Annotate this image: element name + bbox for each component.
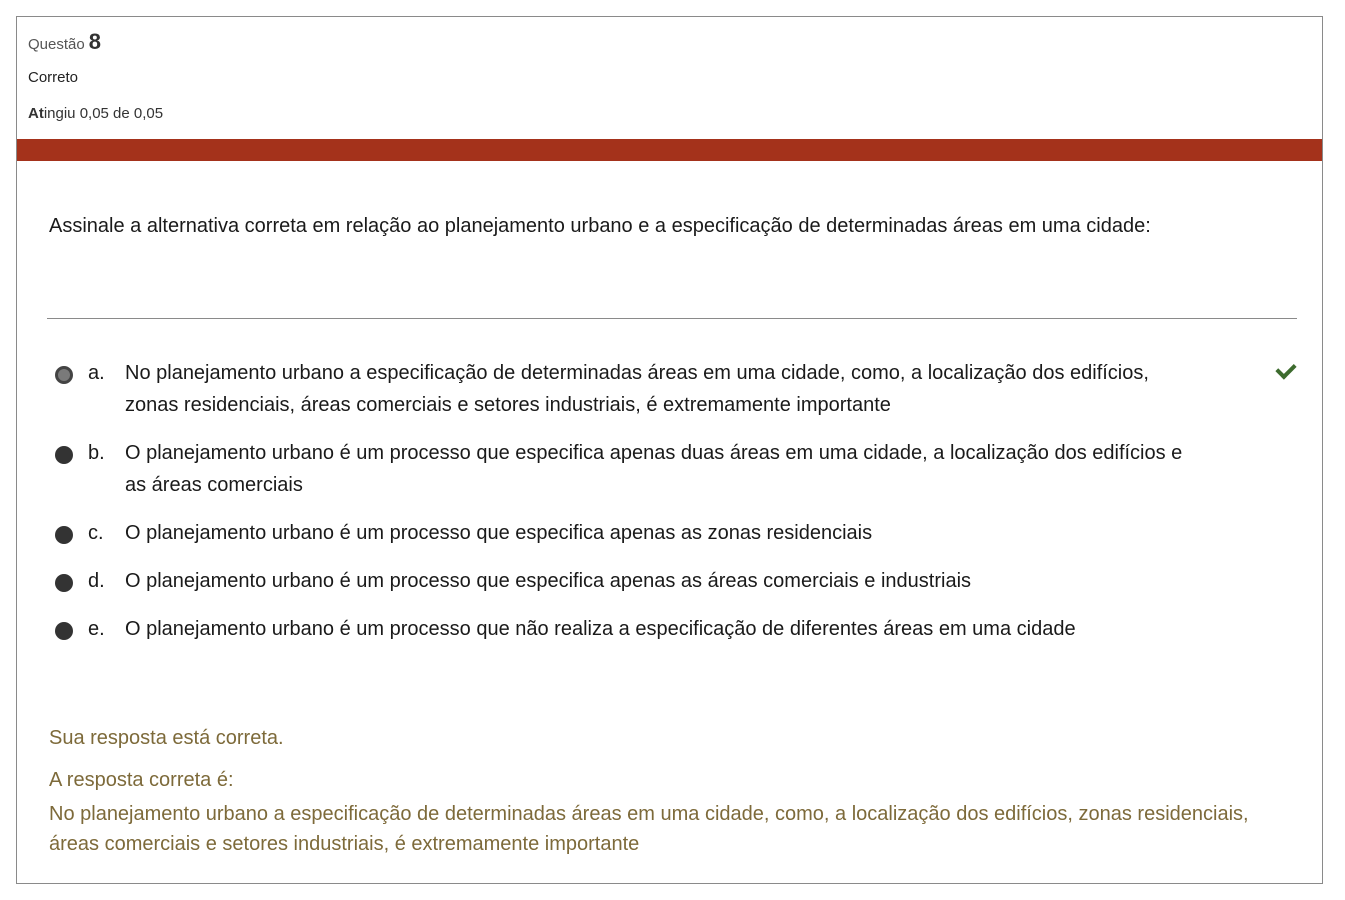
radio-option-c[interactable] — [55, 526, 73, 544]
option-text: No planejamento urbano a especificação de determinadas áreas em uma cidade, como, a localização dos edifícios, zonas residenciais, áreas comerciais e setores industriais, é extremamente importante — [125, 362, 1149, 416]
question-text: Assinale a alternativa correta em relação ao planejamento urbano e a especificação de determinadas áreas em uma cidade: — [49, 215, 1151, 237]
question-number — [28, 29, 101, 55]
option-letter: e. — [88, 618, 105, 640]
feedback-correct-answer: No planejamento urbano a especificação de determinadas áreas em uma cidade, como, a localização dos edifícios, zonas residenciais, áreas comerciais e setores industriais, é extremamente importante — [49, 803, 1249, 855]
question-grade — [28, 105, 163, 122]
question-number-value: 8 — [88, 29, 101, 54]
radio-option-b[interactable] — [55, 446, 73, 464]
grade-rest: ingiu 0,05 de 0,05 — [43, 105, 164, 122]
radio-option-d[interactable] — [55, 574, 73, 592]
option-text: O planejamento urbano é um processo que não realiza a especificação de diferentes áreas em uma cidade — [125, 618, 1076, 640]
divider — [47, 318, 1297, 319]
option-text: O planejamento urbano é um processo que especifica apenas as zonas residenciais — [125, 522, 873, 544]
grade-bold: At — [28, 105, 44, 122]
option-letter: a. — [88, 362, 105, 384]
radio-option-e[interactable] — [55, 622, 73, 640]
option-letter: b. — [88, 442, 105, 464]
question-label: Questão — [28, 36, 85, 53]
option-letter: d. — [88, 570, 105, 592]
option-letter: c. — [88, 522, 104, 544]
question-state: Correto — [28, 69, 79, 86]
check-icon — [1275, 358, 1296, 379]
option-text: O planejamento urbano é um processo que especifica apenas as áreas comerciais e industriais — [125, 570, 972, 592]
option-text: O planejamento urbano é um processo que especifica apenas duas áreas em uma cidade, a localização dos edifícios e as áreas comerciais — [125, 442, 1183, 496]
question-card — [16, 16, 1323, 884]
feedback-correct-label: A resposta correta é: — [49, 769, 234, 791]
accent-bar — [17, 139, 1322, 161]
radio-option-a[interactable] — [55, 366, 73, 384]
feedback-result: Sua resposta está correta. — [49, 727, 284, 749]
